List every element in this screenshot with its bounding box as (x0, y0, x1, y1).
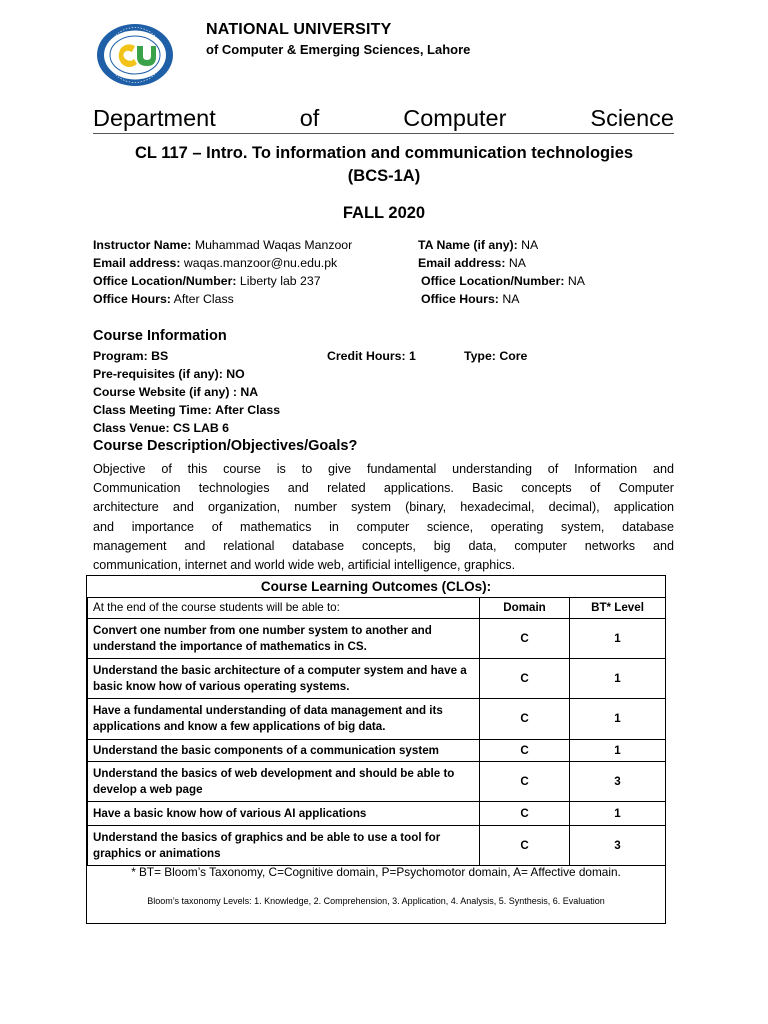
course-description (93, 460, 674, 575)
course-info-heading: Course Information (93, 328, 227, 344)
department-word: Science (590, 105, 674, 131)
prereq-label: Pre-requisites (if any): (93, 367, 223, 381)
clo-outcome: Have a basic know how of various AI applications (88, 802, 480, 826)
description-line: architecture and organization, number system (binary, hexadecimal, decimal), application (93, 500, 674, 515)
clo-outcome: Convert one number from one number system to another and understand the importance of mathematics in CS. (88, 619, 480, 659)
university-logo-icon (95, 22, 175, 88)
instructor-office-label: Office Location/Number: (93, 274, 237, 288)
description-line: Communication technologies and related applications. Basic concepts of Computer (93, 481, 674, 496)
description-line: management and relational database concepts, big data, computer networks and (93, 538, 674, 553)
university-subtitle: of Computer & Emerging Sciences, Lahore (206, 42, 471, 57)
department-word: of (299, 105, 320, 131)
course-title-line1: CL 117 – Intro. To information and communication technologies (134, 144, 634, 162)
website-value: NA (240, 385, 259, 399)
clo-bt-level: 1 (570, 740, 666, 762)
instructor-email: waqas.manzoor@nu.edu.pk (183, 256, 338, 270)
table-row (88, 762, 666, 802)
clo-heading: Course Learning Outcomes (CLOs): (260, 579, 492, 594)
ta-email: NA (508, 256, 526, 270)
clo-bt-level: 3 (570, 762, 666, 802)
domain-column-header: Domain (480, 598, 570, 619)
table-row (88, 659, 666, 699)
instructor-name: Muhammad Waqas Manzoor (194, 238, 353, 252)
clo-bt-level: 1 (570, 619, 666, 659)
type-value: Core (499, 349, 528, 363)
website-label: Course Website (if any) : (93, 385, 237, 399)
clo-domain: C (480, 659, 570, 699)
clo-outcome: Understand the basics of web development and should be able to develop a web page (88, 762, 480, 802)
ta-info (418, 236, 585, 308)
clo-domain: C (480, 699, 570, 740)
description-line: Objective of this course is to give fundamental understanding of Information and (93, 462, 674, 476)
clo-bt-level: 1 (570, 802, 666, 826)
venue-label: Class Venue: (93, 421, 170, 435)
clo-domain: C (480, 826, 570, 866)
clo-section (86, 575, 666, 924)
credit-hours-label: Credit Hours: (327, 349, 406, 363)
instructor-name-label: Instructor Name: (93, 238, 192, 252)
clo-intro: At the end of the course students will be able to: (88, 598, 480, 619)
bt-level-column-header: BT* Level (570, 598, 666, 619)
ta-hours-label: Office Hours: (421, 292, 499, 306)
instructor-info (93, 236, 352, 308)
type-label: Type: (464, 349, 496, 363)
ta-name: NA (521, 238, 539, 252)
ta-hours: NA (502, 292, 520, 306)
clo-domain: C (480, 762, 570, 802)
clo-outcome: Understand the basic components of a communication system (88, 740, 480, 762)
department-word: Computer (403, 105, 507, 131)
meeting-value: After Class (215, 403, 281, 417)
table-row (88, 740, 666, 762)
department-word: Department (93, 105, 216, 131)
description-heading: Course Description/Objectives/Goals? (93, 438, 358, 454)
credit-hours-value: 1 (409, 349, 416, 363)
clo-domain: C (480, 619, 570, 659)
clo-domain: C (480, 740, 570, 762)
ta-office: NA (567, 274, 585, 288)
clo-outcome: Have a fundamental understanding of data management and its applications and know a few applications of big data. (88, 699, 480, 740)
clo-outcome: Understand the basics of graphics and be able to use a tool for graphics or animations (88, 826, 480, 866)
clo-bt-level: 3 (570, 826, 666, 866)
clo-domain: C (480, 802, 570, 826)
clo-bt-level: 1 (570, 699, 666, 740)
ta-email-label: Email address: (418, 256, 506, 270)
table-row (88, 826, 666, 866)
clo-bt-level: 1 (570, 659, 666, 699)
course-info (93, 347, 593, 437)
ta-name-label: TA Name (if any): (418, 238, 518, 252)
instructor-email-label: Email address: (93, 256, 181, 270)
description-line: communication, internet and world wide web, artificial intelligence, graphics. (93, 558, 516, 573)
program-value: BS (151, 349, 169, 363)
instructor-hours: After Class (173, 292, 234, 306)
table-row (88, 802, 666, 826)
instructor-office: Liberty lab 237 (239, 274, 321, 288)
program-label: Program: (93, 349, 148, 363)
ta-office-label: Office Location/Number: (421, 274, 565, 288)
course-title (60, 142, 708, 188)
description-line: and importance of mathematics in computer science, operating system, database (93, 519, 674, 534)
clo-table (87, 597, 666, 866)
venue-value: CS LAB 6 (172, 421, 230, 435)
course-term: FALL 2020 (342, 204, 426, 222)
bloom-levels: Bloom’s taxonomy Levels: 1. Knowledge, 2. Comprehension, 3. Application, 4. Analysis, 5. Synthesis, 6. Evaluation (147, 896, 605, 906)
instructor-hours-label: Office Hours: (93, 292, 171, 306)
clo-header-row (88, 598, 666, 619)
table-row (88, 619, 666, 659)
university-name: NATIONAL UNIVERSITY (206, 21, 392, 38)
department-heading (93, 103, 674, 134)
bt-footnote: * BT= Bloom’s Taxonomy, C=Cognitive domain, P=Psychomotor domain, A= Affective domain. (131, 865, 621, 879)
clo-outcome: Understand the basic architecture of a computer system and have a basic know how of various operating systems. (88, 659, 480, 699)
table-row (88, 699, 666, 740)
course-title-line2: (BCS-1A) (347, 167, 421, 185)
prereq-value: NO (226, 367, 245, 381)
meeting-label: Class Meeting Time: (93, 403, 212, 417)
